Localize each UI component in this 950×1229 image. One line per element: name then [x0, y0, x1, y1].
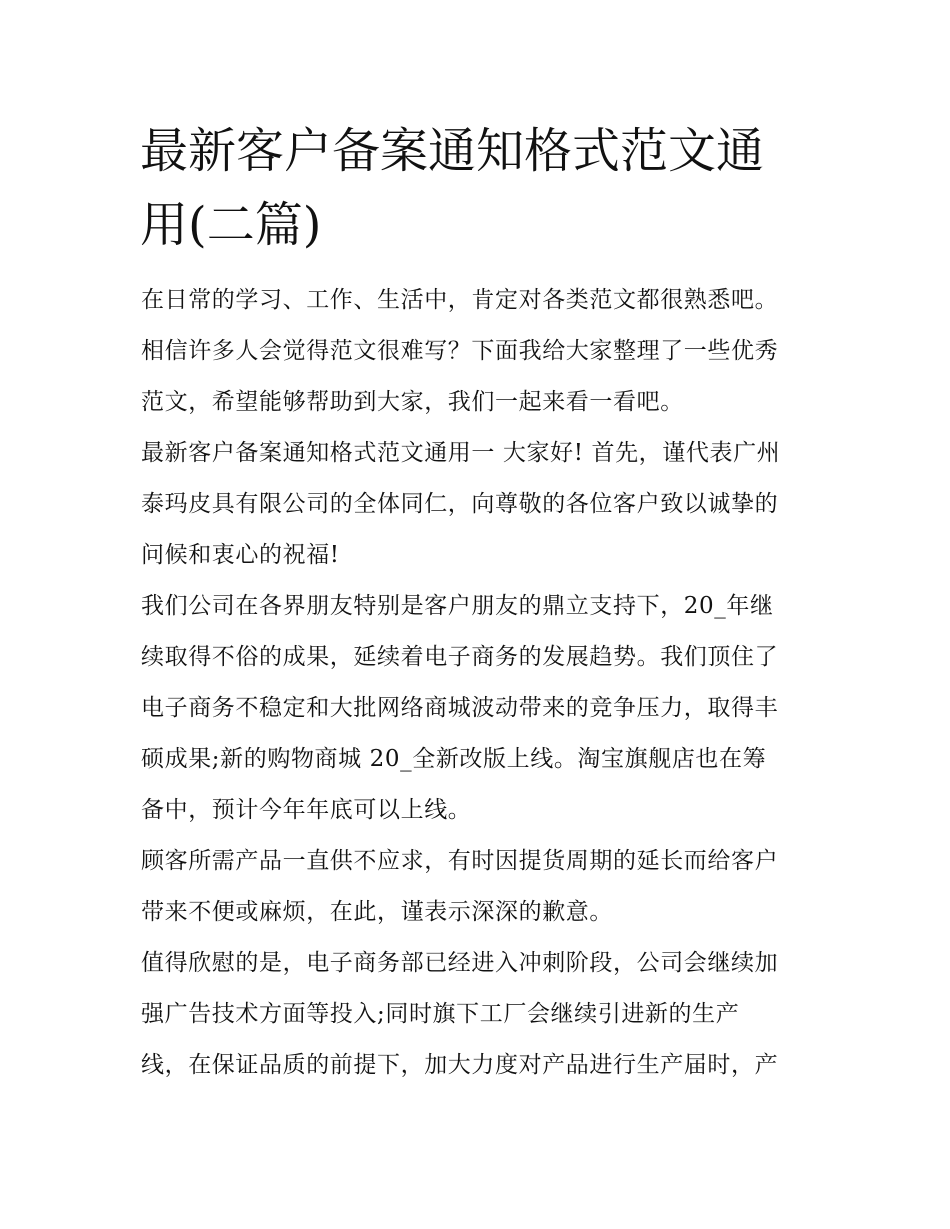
body-line: 线，在保证品质的前提下，加大力度对产品进行生产届时，产 [141, 1052, 779, 1078]
body-line: 问候和衷心的祝福! [141, 542, 340, 568]
document-title [140, 114, 830, 262]
body-line: 强广告技术方面等投入;同时旗下工厂会继续引进新的生产 [141, 1001, 740, 1027]
body-line: 备中，预计今年年底可以上线。 [141, 797, 472, 823]
body-line: 在日常的学习、工作、生活中，肯定对各类范文都很熟悉吧。 [141, 287, 779, 313]
body-line: 续取得不俗的成果，延续着电子商务的发展趋势。我们顶住了 [141, 644, 779, 670]
body-line: 带来不便或麻烦，在此，谨表示深深的歉意。 [141, 899, 613, 925]
document-body [141, 275, 821, 1091]
body-line: 我们公司在各界朋友特别是客户朋友的鼎立支持下，20_年继 [141, 593, 774, 619]
title-line: 用(二篇) [140, 197, 322, 253]
body-line: 值得欣慰的是，电子商务部已经进入冲刺阶段，公司会继续加 [141, 950, 779, 976]
body-line: 范文，希望能够帮助到大家，我们一起来看一看吧。 [141, 389, 684, 415]
body-line: 硕成果;新的购物商城 20_全新改版上线。淘宝旗舰店也在筹 [141, 746, 767, 772]
body-line: 电子商务不稳定和大批网络商城波动带来的竞争压力，取得丰 [141, 695, 779, 721]
body-line: 最新客户备案通知格式范文通用一 大家好! 首先，谨代表广州 [141, 440, 781, 466]
title-line: 最新客户备案通知格式范文通 [140, 123, 765, 179]
body-line: 相信许多人会觉得范文很难写？下面我给大家整理了一些优秀 [141, 338, 779, 364]
body-line: 泰玛皮具有限公司的全体同仁，向尊敬的各位客户致以诚挚的 [141, 491, 779, 517]
body-line: 顾客所需产品一直供不应求，有时因提货周期的延长而给客户 [141, 848, 779, 874]
